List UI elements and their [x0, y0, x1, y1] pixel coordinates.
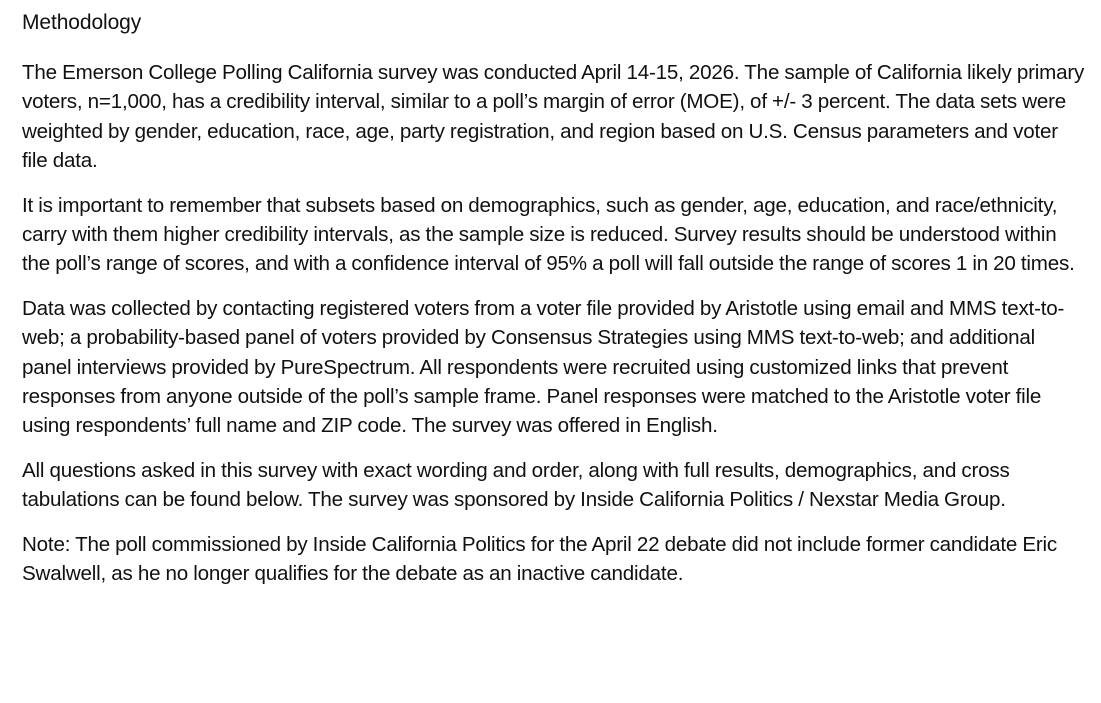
section-heading: Methodology [22, 11, 142, 34]
paragraph-survey-overview: The Emerson College Polling California survey was conducted April 14-15, 2026. The sample of California likely primary voters, n=1,000, has a credibility interval, similar to a poll’s margin of error (MOE), of +/- 3 percent. The data sets were weighted by gender, education, race, age, party registration, and region based on U.S. Census parameters and voter file data. [22, 61, 1085, 173]
paragraph-data-collection: Data was collected by contacting registered voters from a voter file provided by Aristotle using email and MMS text-to-web; a probability-based panel of voters provided by Consensus Strategies using MMS text-to-web; and additional panel interviews provided by PureSpectrum. All respondents were recruited using customized links that prevent responses from anyone outside of the poll’s sample frame. Panel responses were matched to the Aristotle voter file using respondents’ full name and ZIP code. The survey was offered in English. [22, 296, 1065, 438]
paragraph-questions-sponsor: All questions asked in this survey with exact wording and order, along with full results, demographics, and cross tabulations can be found below. The survey was sponsored by Inside California Politics / Nexstar Media Group. [22, 458, 1010, 512]
methodology-section [22, 8, 1088, 589]
paragraph-subsets-note: It is important to remember that subsets based on demographics, such as gender, age, education, and race/ethnicity, carry with them higher credibility intervals, as the sample size is reduced. Survey results should be understood within the poll’s range of scores, and with a confidence interval of 95% a poll will fall outside the range of scores 1 in 20 times. [22, 193, 1075, 276]
paragraph-debate-note: Note: The poll commissioned by Inside California Politics for the April 22 debate did not include former candidate Eric Swalwell, as he no longer qualifies for the debate as an inactive candidate. [22, 532, 1057, 586]
